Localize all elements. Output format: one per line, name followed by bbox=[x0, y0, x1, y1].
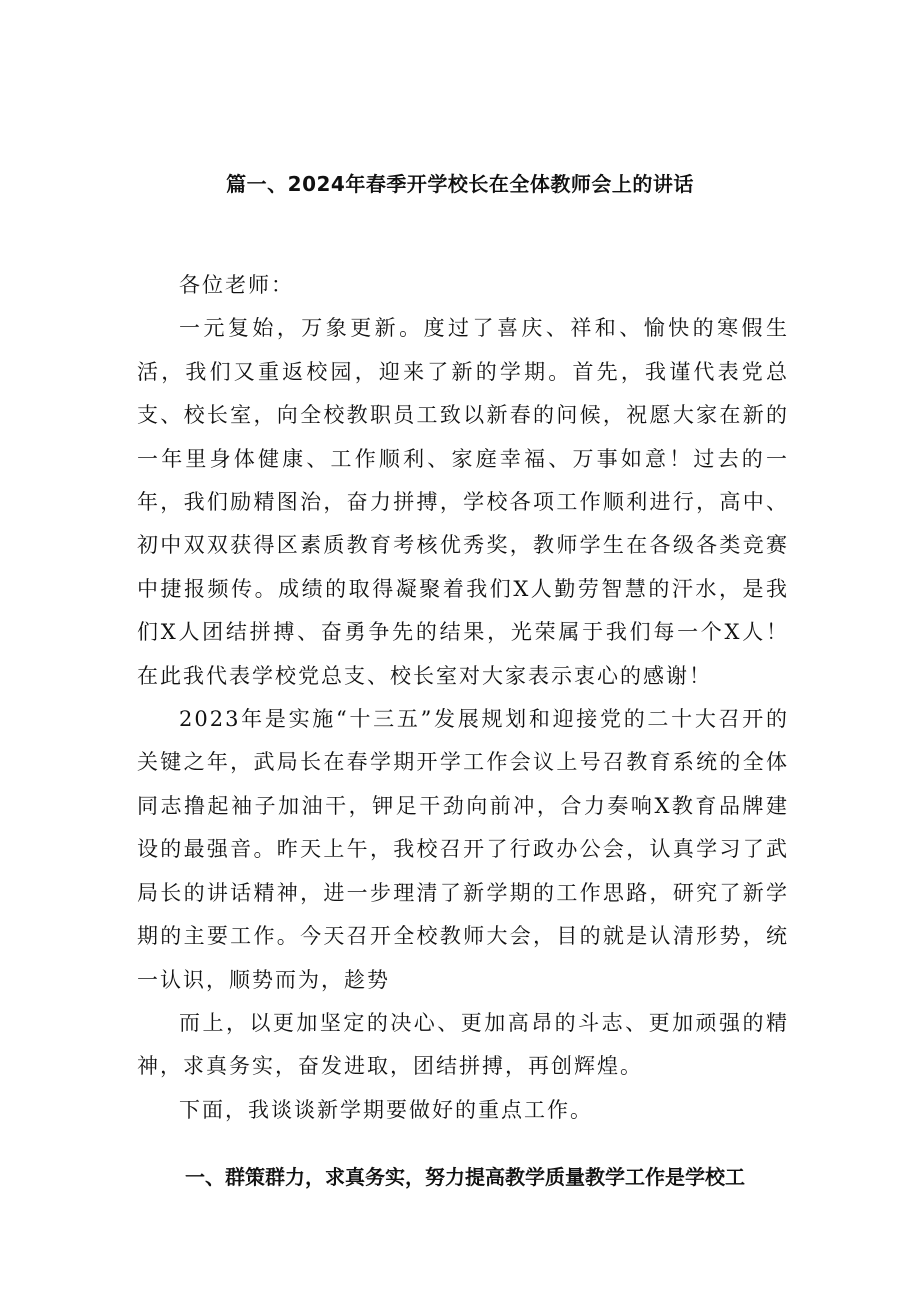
section-heading: 一、群策群力，求真务实，努力提高教学质量教学工作是学校工 bbox=[185, 1165, 745, 1189]
document-body bbox=[137, 264, 789, 1132]
paragraph-context: 2023年是实施“十三五”发展规划和迎接党的二十大召开的关键之年，武局长在春学期开学工作会议上号召教育系统的全体同志撸起袖子加油干，钾足干劲向前冲，合力奏响X教育品牌建设的最强音。昨天上午，我校召开了行政办公会，认真学习了武局长的讲话精神，进一步理清了新学期的工作思路，研究了新学期的主要工作。今天召开全校教师大会，目的就是认清形势，统一认识，顺势而为，趁势 bbox=[137, 707, 789, 992]
paragraph-continuation: 而上，以更加坚定的决心、更加高昂的斗志、更加顽强的精神，求真务实，奋发进取，团结拼搏，再创辉煌。 bbox=[137, 1010, 789, 1079]
paragraph-salutation: 各位老师： bbox=[179, 273, 294, 297]
document-title: 篇一、2024年春季开学校长在全体教师会上的讲话 bbox=[226, 172, 694, 196]
paragraph-greeting: 一元复始，万象更新。度过了喜庆、祥和、愉快的寒假生活，我们又重返校园，迎来了新的学期。首先，我谨代表党总支、校长室，向全校教职员工致以新春的问候，祝愿大家在新的一年里身体健康、工作顺利、家庭幸福、万事如意！过去的一年，我们励精图治，奋力拼搏，学校各项工作顺利进行，高中、初中双双获得区素质教育考核优秀奖，教师学生在各级各类竞赛中捷报频传。成绩的取得凝聚着我们X人勤劳智慧的汗水，是我们X人团结拼搏、奋勇争先的结果，光荣属于我们每一个X人！在此我代表学校党总支、校长室对大家表示衷心的感谢！ bbox=[137, 316, 789, 688]
paragraph-transition: 下面，我谈谈新学期要做好的重点工作。 bbox=[179, 1097, 593, 1122]
